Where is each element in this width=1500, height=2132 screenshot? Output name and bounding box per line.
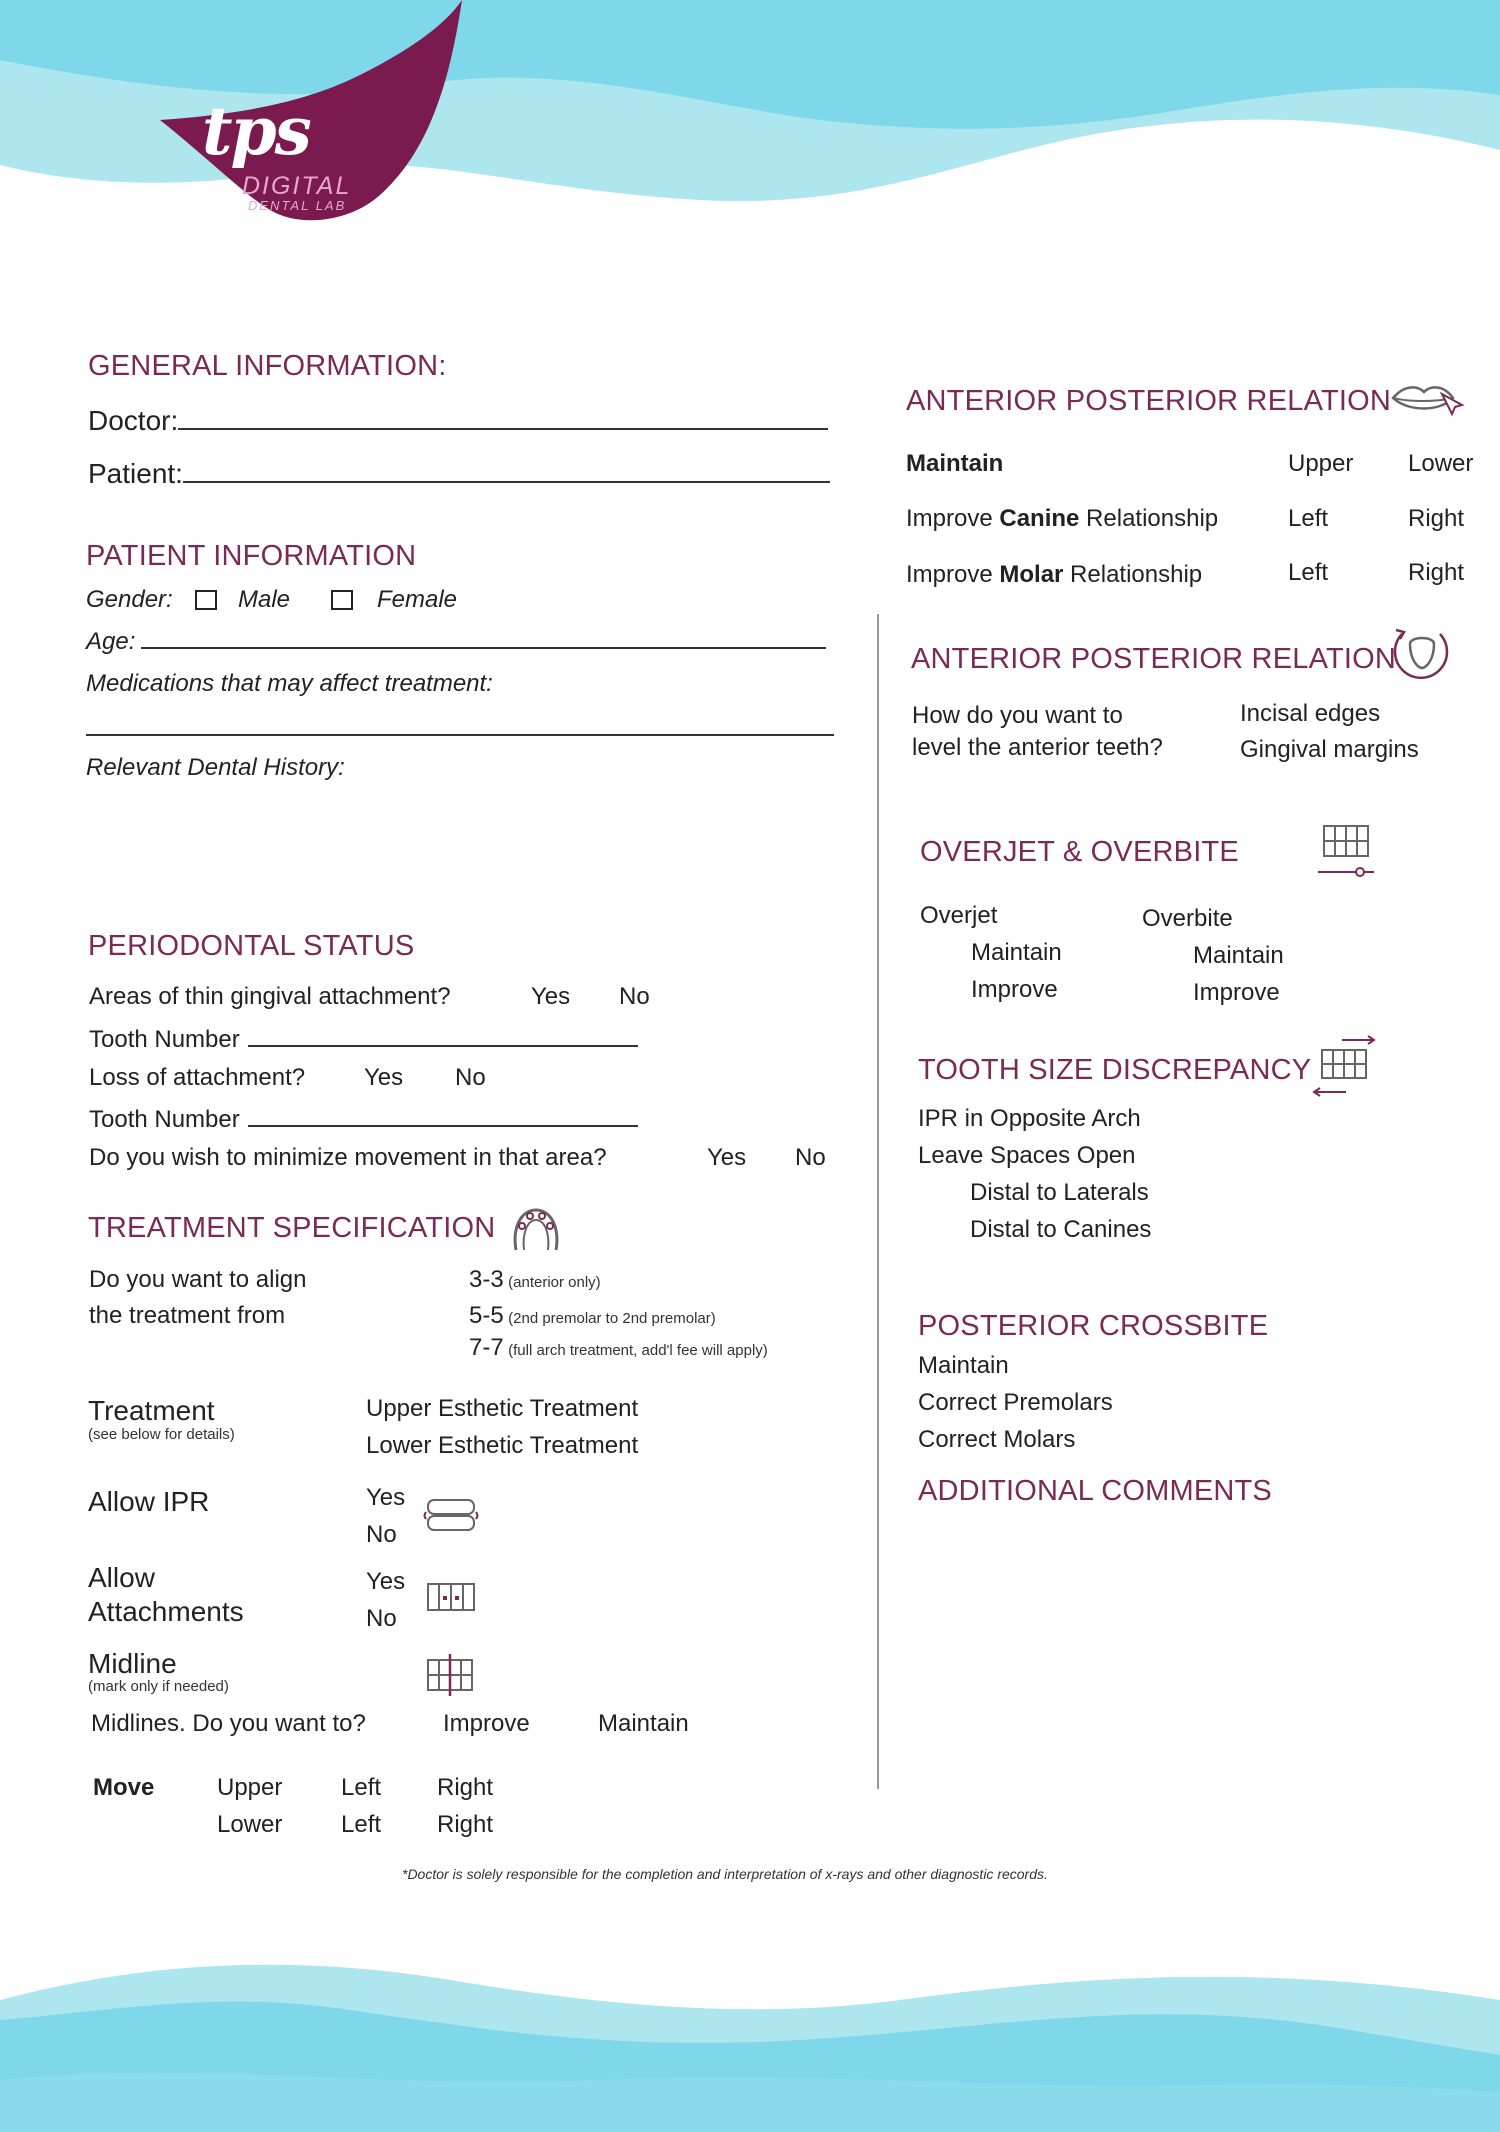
align-option-3-3[interactable] bbox=[469, 1266, 601, 1294]
attachments-yes[interactable]: Yes bbox=[366, 1568, 406, 1595]
patient-info-heading: PATIENT INFORMATION bbox=[86, 540, 417, 572]
medications-line[interactable] bbox=[86, 734, 834, 736]
male-label: Male bbox=[238, 586, 291, 613]
allow-ipr-label: Allow IPR bbox=[88, 1486, 210, 1517]
perio-q2-no[interactable]: No bbox=[455, 1064, 486, 1091]
ap-canine-left[interactable]: Left bbox=[1288, 505, 1329, 532]
teeth-attachments-icon bbox=[424, 1576, 478, 1618]
ipr-yes[interactable]: Yes bbox=[366, 1484, 406, 1511]
perio-q1-yes[interactable]: Yes bbox=[531, 983, 571, 1010]
perio-q3: Do you wish to minimize movement in that area? bbox=[89, 1144, 607, 1171]
tooth-number-label: Tooth Number bbox=[89, 1026, 240, 1053]
treatment-note: (see below for details) bbox=[88, 1426, 235, 1443]
medications-label: Medications that may affect treatment: bbox=[86, 670, 493, 697]
logo-sub: DIGITAL bbox=[242, 172, 352, 200]
upper-esthetic-option[interactable]: Upper Esthetic Treatment bbox=[366, 1395, 639, 1422]
overbite-maintain[interactable]: Maintain bbox=[1193, 942, 1284, 969]
ap-molar-right[interactable]: Right bbox=[1408, 559, 1465, 586]
tooth-number-label: Tooth Number bbox=[89, 1106, 240, 1133]
attachments-no[interactable]: No bbox=[366, 1605, 397, 1632]
perio-q1-no[interactable]: No bbox=[619, 983, 650, 1010]
treatment-label: Treatment bbox=[88, 1395, 215, 1426]
tooth-size-leave-spaces[interactable]: Leave Spaces Open bbox=[918, 1142, 1136, 1169]
female-label: Female bbox=[377, 586, 458, 613]
age-label: Age: bbox=[86, 628, 136, 655]
periodontal-heading: PERIODONTAL STATUS bbox=[88, 930, 415, 962]
overjet-maintain[interactable]: Maintain bbox=[971, 939, 1062, 966]
move-lower-left[interactable]: Left bbox=[341, 1811, 382, 1838]
ipr-no[interactable]: No bbox=[366, 1521, 397, 1548]
ap2-incisal-edges[interactable]: Incisal edges bbox=[1240, 700, 1381, 727]
ap-relation-heading: ANTERIOR POSTERIOR RELATION bbox=[906, 385, 1392, 417]
tooth-rotate-icon bbox=[1390, 626, 1454, 684]
ap-molar-pre: Improve bbox=[906, 561, 1000, 588]
history-label: Relevant Dental History: bbox=[86, 754, 345, 781]
move-lower-label: Lower bbox=[217, 1811, 283, 1838]
doctor-label: Doctor: bbox=[88, 405, 179, 436]
tooth-number-field-1[interactable] bbox=[89, 1026, 638, 1054]
overbite-label: Overbite bbox=[1142, 905, 1233, 932]
align-option-note: (2nd premolar to 2nd premolar) bbox=[508, 1310, 716, 1327]
crossbite-molars[interactable]: Correct Molars bbox=[918, 1426, 1076, 1453]
ap-maintain-lower[interactable]: Lower bbox=[1408, 450, 1474, 477]
crossbite-premolars[interactable]: Correct Premolars bbox=[918, 1389, 1113, 1416]
overbite-improve[interactable]: Improve bbox=[1193, 979, 1280, 1006]
align-option-note: (anterior only) bbox=[508, 1274, 601, 1291]
ap2-question-line2: level the anterior teeth? bbox=[912, 734, 1163, 761]
ap2-question-line1: How do you want to bbox=[912, 702, 1123, 729]
ap-molar-post: Relationship bbox=[1063, 561, 1203, 588]
teeth-ipr-icon bbox=[424, 1494, 478, 1536]
age-field[interactable] bbox=[86, 628, 826, 656]
midlines-question: Midlines. Do you want to? bbox=[91, 1710, 366, 1737]
tooth-size-distal-laterals[interactable]: Distal to Laterals bbox=[970, 1179, 1149, 1206]
crossbite-heading: POSTERIOR CROSSBITE bbox=[918, 1310, 1269, 1342]
ap-molar-bold: Molar bbox=[999, 561, 1064, 588]
teeth-spacing-icon bbox=[1312, 1036, 1378, 1100]
midline-maintain[interactable]: Maintain bbox=[598, 1710, 689, 1737]
dental-arch-icon bbox=[510, 1206, 562, 1252]
move-upper-right[interactable]: Right bbox=[437, 1774, 494, 1801]
footer-wave bbox=[0, 1940, 1500, 2132]
ap-relation2-heading: ANTERIOR POSTERIOR RELATION bbox=[911, 643, 1397, 675]
allow-attachments-label-1: Allow bbox=[88, 1562, 155, 1593]
midline-label: Midline bbox=[88, 1648, 177, 1679]
allow-attachments-label-2: Attachments bbox=[88, 1596, 244, 1627]
midline-improve[interactable]: Improve bbox=[443, 1710, 530, 1737]
ap-maintain: Maintain bbox=[906, 450, 1004, 477]
perio-q3-yes[interactable]: Yes bbox=[707, 1144, 747, 1171]
lower-esthetic-option[interactable]: Lower Esthetic Treatment bbox=[366, 1432, 639, 1459]
tooth-number-field-2[interactable] bbox=[89, 1106, 638, 1134]
ap-canine-bold: Canine bbox=[999, 505, 1080, 532]
female-checkbox[interactable] bbox=[331, 590, 353, 610]
move-upper-label: Upper bbox=[217, 1774, 283, 1801]
crossbite-maintain[interactable]: Maintain bbox=[918, 1352, 1009, 1379]
gender-label: Gender: bbox=[86, 586, 173, 613]
treatment-heading: TREATMENT SPECIFICATION bbox=[88, 1212, 496, 1244]
ap-canine-pre: Improve bbox=[906, 505, 1000, 532]
additional-comments-heading: ADDITIONAL COMMENTS bbox=[918, 1475, 1272, 1507]
perio-q1: Areas of thin gingival attachment? bbox=[89, 983, 451, 1010]
teeth-overbite-icon bbox=[1318, 822, 1382, 882]
logo-sub2: DENTAL LAB bbox=[248, 198, 347, 213]
general-heading: GENERAL INFORMATION: bbox=[88, 350, 447, 382]
align-option-label: 5-5 bbox=[469, 1302, 504, 1329]
ap-canine-label bbox=[906, 505, 1218, 533]
column-divider bbox=[877, 614, 879, 1789]
perio-q2: Loss of attachment? bbox=[89, 1064, 306, 1091]
align-option-label: 7-7 bbox=[469, 1334, 504, 1361]
align-option-5-5[interactable] bbox=[469, 1302, 716, 1330]
move-label: Move bbox=[93, 1774, 155, 1801]
ap-maintain-upper[interactable]: Upper bbox=[1288, 450, 1354, 477]
ap2-gingival-margins[interactable]: Gingival margins bbox=[1240, 736, 1419, 763]
overjet-label: Overjet bbox=[920, 902, 998, 929]
perio-q3-no[interactable]: No bbox=[795, 1144, 826, 1171]
move-lower-right[interactable]: Right bbox=[437, 1811, 494, 1838]
footer-note: *Doctor is solely responsible for the completion and interpretation of x-rays and other diagnostic records. bbox=[402, 1866, 1048, 1882]
patient-field[interactable] bbox=[88, 458, 830, 490]
teeth-midline-icon bbox=[424, 1652, 478, 1698]
ap-molar-label bbox=[906, 561, 1202, 589]
midline-note: (mark only if needed) bbox=[88, 1678, 229, 1695]
tooth-size-heading: TOOTH SIZE DISCREPANCY bbox=[918, 1054, 1312, 1086]
align-option-label: 3-3 bbox=[469, 1266, 504, 1293]
move-upper-left[interactable]: Left bbox=[341, 1774, 382, 1801]
ap-canine-right[interactable]: Right bbox=[1408, 505, 1465, 532]
logo-text: tps bbox=[202, 92, 310, 170]
male-checkbox[interactable] bbox=[195, 590, 217, 610]
patient-label: Patient: bbox=[88, 458, 183, 489]
ap-canine-post: Relationship bbox=[1079, 505, 1219, 532]
lips-icon bbox=[1390, 380, 1460, 420]
overjet-improve[interactable]: Improve bbox=[971, 976, 1058, 1003]
ap-molar-left[interactable]: Left bbox=[1288, 559, 1329, 586]
align-question-line1: Do you want to align bbox=[89, 1266, 307, 1293]
logo bbox=[150, 0, 480, 230]
align-option-note: (full arch treatment, add'l fee will apply) bbox=[508, 1342, 768, 1359]
align-option-7-7[interactable] bbox=[469, 1334, 768, 1362]
overjet-heading: OVERJET & OVERBITE bbox=[920, 836, 1239, 868]
tooth-size-ipr[interactable]: IPR in Opposite Arch bbox=[918, 1105, 1141, 1132]
perio-q2-yes[interactable]: Yes bbox=[364, 1064, 404, 1091]
align-question-line2: the treatment from bbox=[89, 1302, 286, 1329]
tooth-size-distal-canines[interactable]: Distal to Canines bbox=[970, 1216, 1152, 1243]
doctor-field[interactable] bbox=[88, 405, 828, 437]
